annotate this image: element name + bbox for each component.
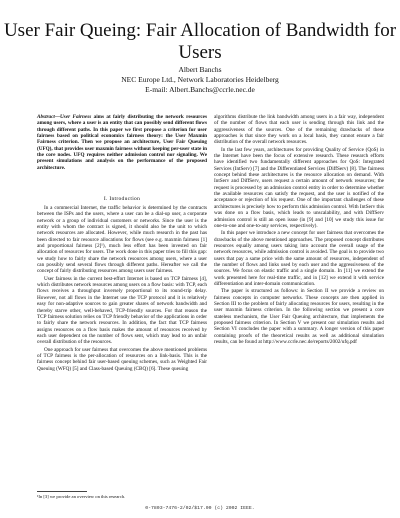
page-footer: 0-7803-7476-2/02/$17.00 (c) 2002 IEEE. xyxy=(145,506,255,511)
section-heading-introduction: I. Introduction xyxy=(103,196,141,202)
paragraph: In a commercial Internet, the traffic behavior is determined by the contracts between the ISPs and the users, where a user can be a dial-up user, a corporate network or a group of individual customers or networks. Since the user is the entity with whom the contract is signed, it should also be the unit to which network resources are allocated. However, while much research in the past has been directed to fair resource allocations for flows (see e.g. maxmin fairness [1] and proportional fairness [2]¹), much less effort has been invested on fair allocation of resources for users. The work done in this paper tries to fill this gap: we study how to fairly share the network resources among users, where a user can possibly send several flows through different paths. Hereafter we call the concept of fairly distributing resources among users user fairness. xyxy=(37,205,207,275)
abstract xyxy=(37,114,207,171)
paragraph: algorithms distribute the link bandwidth among users in a fair way, independent of the number of flows that each user is sending through this link and the aggressiveness of the sources. One of the remaining drawbacks of these approaches is that since they work on a local basis, they cannot ensure a fair distribution of the overall network resources. xyxy=(214,114,384,146)
author-email: E-mail: Albert.Banchs@ccrle.nec.de xyxy=(145,85,255,94)
footnote-rule xyxy=(37,491,87,492)
paragraph: The paper is structured as follows: in Section II we provide a review on fairness concepts in computer networks. These concepts are then applied in Section III to the problem of fairly allocating resources for users, resulting in the user maxmin fairness criterion. In the following section we present a core stateless mechanism, the User Fair Queuing architecture, that implements the proposed fairness criterion. In Section V we present our simulation results and Section VI concludes the paper with a summary. A longer version of this paper containing proofs of the theoretical results as well as additional simulation results, can be found at http://www.ccrle.nec.de/reports/2002/ufq.pdf xyxy=(214,288,384,346)
abstract-text: aims at fairly distributing the network resources among users, where a user is an entity that can possibly send different flows through different paths. In this paper we first propose a criterion for user fairness based on political economics fairness theory: the User Maxmin Fairness criterion. Then we propose an architecture, User Fair Queuing (UFQ), that provides user maxmin fairness without keeping per-user state in the core nodes. UFQ requires neither admission control nor signaling. We present simulations and analysis on the performance of the proposed architecture. xyxy=(37,114,207,171)
abstract-lead: Abstract—User Fairness xyxy=(37,114,92,120)
paragraph: In the last few years, architectures for providing Quality of Service (QoS) in the Internet have been the focus of extensive research. These research efforts have identified two fundamentally different approaches for QoS: Integrated Services (IntServ) [7] and the Differentiated Services (DiffServ) [8]. The fairness concept behind these architectures is the resource allocation on demand. With IntServ and DiffServ, users request a certain amount of network resources; the request is processed by an admission control entity in order to determine whether the available resources can satisfy the request, and the user is notified of the acceptance or rejection of his request. One of the important challenges of these architectures is precisely how to perform this admission control. With IntServ this was done on a flow basis, which leads to unscalability, and with DiffServ admission control is still an open issue (in [9] and [10] we study this issue for one-to-one and one-to-any services, respectively). xyxy=(214,146,384,229)
paragraph: In this paper we introduce a new concept for user fairness that overcomes the drawbacks of the above mentioned approaches. The proposed concept distributes resources equally among users taking into account the overall usage of the network resources, while admission control is avoided. The goal is to provide two users that pay a same price with the same amount of resources, independent of the number of flows and links used by each user and the aggressiveness of the sources. We focus on elastic traffic and a single domain. In [11] we extend the work presented here for real-time traffic, and in [12] we extend it with service differentiation and inter-domain communication. xyxy=(214,230,384,287)
author-block xyxy=(0,65,400,95)
right-column xyxy=(214,114,384,346)
author-name: Albert Banchs xyxy=(178,65,222,74)
author-affiliation: NEC Europe Ltd., Network Laboratories Heidelberg xyxy=(121,75,279,84)
paragraph: User fairness in the current best-effort Internet is based on TCP fairness [4], which distributes network resources among users on a flow basis: with TCP, each flows receives a throughput inversely proportional to its round-trip delay. However, not all flows in the Internet use the TCP protocol and it is relatively easy for non-adaptive sources to gain greater shares of network bandwidth and thereby starve other, well-behaved, TCP-friendly sources. For that reason the TCP fairness solution relies on TCP friendly behavior of the applications in order to fairly share the network resources. In addition, the fact that TCP fairness assigns resources on a flow basis makes the amount of resources received by each user dependent on the number of flows sent, which may lead to an unfair overall distribution of the resources. xyxy=(37,275,207,346)
footnote: ¹In [3] we provide an overview on this research. xyxy=(37,494,126,499)
left-column xyxy=(37,205,207,373)
paragraph: One approach for user fairness that overcomes the above mentioned problems of TCP fairness is the per-allocation of resources on a link-basis. This is the fairness concept behind fair user-based queuing schemes, such as Weighted Fair Queuing (WFQ) [5] and Class-based Queuing (CBQ) [6]. These queuing xyxy=(37,346,207,372)
paper-title: User Fair Queing: Fair Allocation of Bandwidth for Users xyxy=(3,20,397,63)
